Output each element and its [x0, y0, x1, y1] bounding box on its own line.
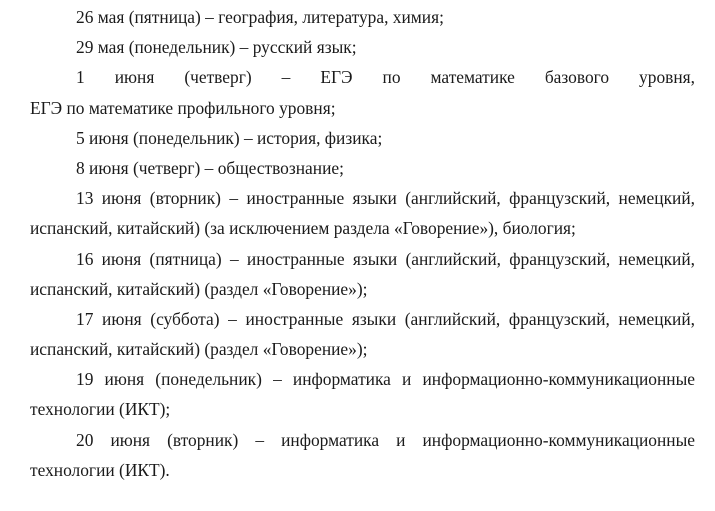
schedule-line-10: [0, 425, 715, 455]
schedule-line-7: [0, 244, 715, 274]
schedule-line-3-continuation: [0, 93, 715, 123]
line-text: 1 июня (четверг) – ЕГЭ по математике базового уровня,: [76, 67, 695, 88]
line-text: 19 июня (понедельник) – информатика и информационно-коммуникационные: [76, 369, 695, 390]
line-text: технологии (ИКТ).: [30, 459, 170, 480]
schedule-line-7-continuation: [0, 274, 715, 304]
line-text: испанский, китайский) (раздел «Говорение»);: [30, 339, 368, 360]
line-text: 29 мая (понедельник) – русский язык;: [76, 37, 357, 58]
line-text: 5 июня (понедельник) – история, физика;: [76, 127, 383, 148]
line-text: 20 июня (вторник) – информатика и информационно-коммуникационные: [76, 429, 695, 450]
line-text: 8 июня (четверг) – обществознание;: [76, 157, 344, 178]
line-text: 26 мая (пятница) – география, литература, химия;: [76, 7, 444, 27]
schedule-line-5: [0, 153, 715, 183]
line-text: 13 июня (вторник) – иностранные языки (английский, французский, немецкий,: [76, 188, 695, 209]
schedule-line-10-continuation: [0, 455, 715, 485]
schedule-line-2: [0, 32, 715, 62]
schedule-line-8-continuation: [0, 334, 715, 364]
schedule-line-8: [0, 304, 715, 334]
line-text: 17 июня (суббота) – иностранные языки (английский, французский, немецкий,: [76, 308, 695, 329]
schedule-line-9-continuation: [0, 394, 715, 424]
line-text: 16 июня (пятница) – иностранные языки (английский, французский, немецкий,: [76, 248, 695, 269]
line-text: испанский, китайский) (раздел «Говорение»);: [30, 278, 368, 299]
line-text: испанский, китайский) (за исключением раздела «Говорение»), биология;: [30, 218, 576, 239]
schedule-line-6-continuation: [0, 213, 715, 243]
schedule-line-1: [0, 2, 715, 32]
schedule-line-9: [0, 364, 715, 394]
schedule-line-4: [0, 123, 715, 153]
schedule-line-6: [0, 183, 715, 213]
schedule-line-3: [0, 62, 715, 92]
line-text: ЕГЭ по математике профильного уровня;: [30, 97, 336, 118]
line-text: технологии (ИКТ);: [30, 399, 171, 420]
